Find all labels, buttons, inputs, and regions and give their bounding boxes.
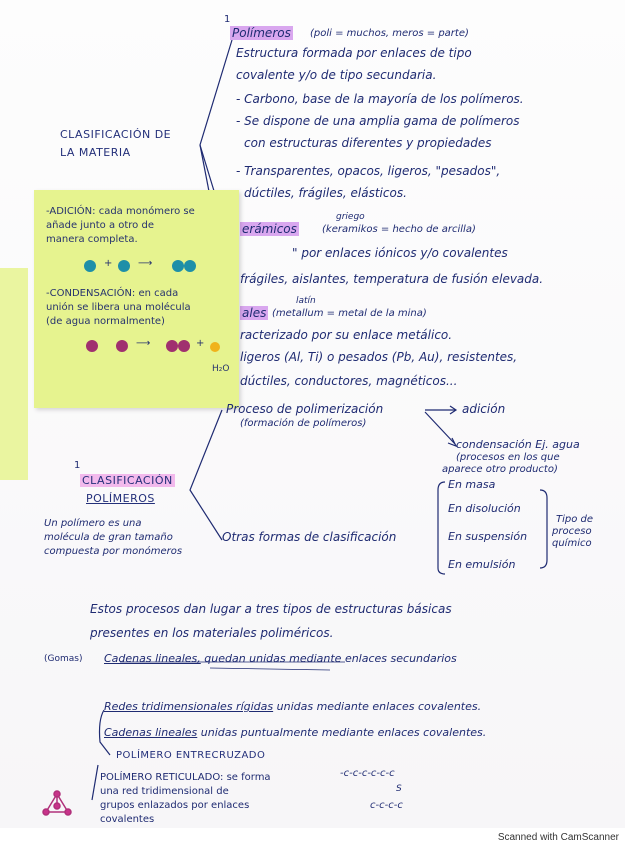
process-type: En emulsión (448, 558, 516, 571)
process-type: En masa (448, 478, 496, 491)
arrow-icon: ⟶ (138, 258, 153, 269)
section-number: 1 (74, 460, 81, 471)
sticky-note (34, 190, 239, 408)
tipo-proceso-label: Tipo de (556, 514, 594, 525)
monomer-icon (118, 260, 130, 272)
text-line: frágiles, aislantes, temperatura de fusión elevada. (240, 272, 544, 286)
plus-sign: + (196, 338, 205, 349)
otras-formas-label: Otras formas de clasificación (222, 530, 397, 544)
metales-etymology: (metallum = metal de la mina) (272, 308, 427, 319)
arrow-icon: ⟶ (136, 338, 151, 349)
text-line: Estos procesos dan lugar a tres tipos de estructuras básicas (90, 602, 452, 616)
reticulado-text: POLÍMERO RETICULADO: se forma (100, 772, 271, 783)
estructura-item: Cadenas lineales (104, 726, 198, 739)
polimeros-etymology: (poli = muchos, meros = parte) (310, 28, 469, 39)
reticulado-text: grupos enlazados por enlaces (100, 800, 250, 811)
process-type: En disolución (448, 502, 521, 515)
text-line: - Transparentes, opacos, ligeros, "pesados", (236, 164, 501, 178)
clasificacion-polimeros-title: CLASIFICACIÓN (82, 474, 173, 487)
estructura-item: Redes tridimensionales rígidas (104, 700, 274, 713)
chemical-structure: S (396, 784, 402, 794)
estructura-item: unidas puntualmente mediante enlaces covalentes. (200, 726, 487, 739)
annotation: latín (296, 296, 316, 306)
condensacion-note: (procesos en los que (456, 452, 560, 463)
polimero-definition: Un polímero es una (44, 518, 142, 529)
entrecruzado-label: POLÍMERO ENTRECRUZADO (116, 750, 266, 761)
text-line: con estructuras diferentes y propiedades (244, 136, 492, 150)
monomer-icon (86, 340, 98, 352)
monomer-icon (116, 340, 128, 352)
scanner-watermark: Scanned with CamScanner (497, 832, 619, 843)
tipo-proceso-label: proceso (552, 526, 592, 537)
sticky-note-edge (0, 268, 28, 480)
adicion-text: manera completa. (46, 234, 138, 245)
annotation: griego (336, 212, 365, 222)
gomas-label: (Gomas) (44, 654, 83, 664)
adicion-label: adición (462, 402, 506, 416)
process-type: En suspensión (448, 530, 528, 543)
ceramicos-heading: erámicos (242, 222, 297, 236)
condensacion-text: -CONDENSACIÓN: en cada (46, 288, 179, 299)
monomer-icon (172, 260, 184, 272)
monomer-icon (166, 340, 178, 352)
text-line: racterizado por su enlace metálico. (240, 328, 453, 342)
condensacion-text: (de agua normalmente) (46, 316, 165, 327)
chemical-structure: c-c-c-c (370, 800, 403, 811)
estructura-item: quedan unidas mediante enlaces secundarios (204, 652, 457, 665)
adicion-text: -ADICIÓN: cada monómero se (46, 206, 195, 217)
clasificacion-materia-title: LA MATERIA (60, 146, 131, 159)
reticulado-text: una red tridimensional de (100, 786, 229, 797)
polimeros-heading: Polímeros (232, 26, 291, 40)
section-number: 1 (224, 14, 231, 25)
polimero-definition: compuesta por monómeros (44, 546, 183, 557)
chemical-structure: -c-c-c-c-c-c (340, 768, 395, 779)
scanner-footer (0, 828, 625, 848)
text-line: - Se dispone de una amplia gama de polímeros (236, 114, 520, 128)
clasificacion-materia-title: CLASIFICACIÓN DE (60, 128, 172, 141)
text-line: ligeros (Al, Ti) o pesados (Pb, Au), resistentes, (240, 350, 518, 364)
polimero-definition: molécula de gran tamaño (44, 532, 173, 543)
monomer-icon (178, 340, 190, 352)
proceso-subtitle: (formación de polímeros) (240, 418, 367, 429)
clasificacion-polimeros-title: POLÍMEROS (86, 492, 155, 505)
text-line: covalente y/o de tipo secundaria. (236, 68, 437, 82)
condensacion-label: condensación Ej. agua (456, 438, 580, 451)
ceramicos-etymology: (keramikos = hecho de arcilla) (322, 224, 476, 235)
molecule-doodle-icon (40, 788, 74, 820)
text-line: dúctiles, conductores, magnéticos... (240, 374, 458, 388)
adicion-text: añade junto a otro de (46, 220, 154, 231)
condensacion-note: aparece otro producto) (442, 464, 558, 475)
estructura-item: unidas mediante enlaces covalentes. (276, 700, 482, 713)
condensacion-text: unión se libera una molécula (46, 302, 191, 313)
plus-sign: + (104, 258, 113, 269)
estructura-item: Cadenas lineales, (104, 652, 201, 665)
text-line: " por enlaces iónicos y/o covalentes (292, 246, 508, 260)
text-line: - Carbono, base de la mayoría de los polímeros. (236, 92, 524, 106)
monomer-icon (84, 260, 96, 272)
metales-heading: ales (242, 306, 267, 320)
water-molecule-icon (210, 342, 220, 352)
water-label: H₂O (212, 364, 230, 374)
monomer-icon (184, 260, 196, 272)
proceso-title: Proceso de polimerización (226, 402, 384, 416)
text-line: Estructura formada por enlaces de tipo (236, 46, 472, 60)
reticulado-text: covalentes (100, 814, 155, 825)
tipo-proceso-label: químico (552, 538, 592, 549)
text-line: presentes en los materiales poliméricos. (90, 626, 334, 640)
text-line: dúctiles, frágiles, elásticos. (244, 186, 407, 200)
